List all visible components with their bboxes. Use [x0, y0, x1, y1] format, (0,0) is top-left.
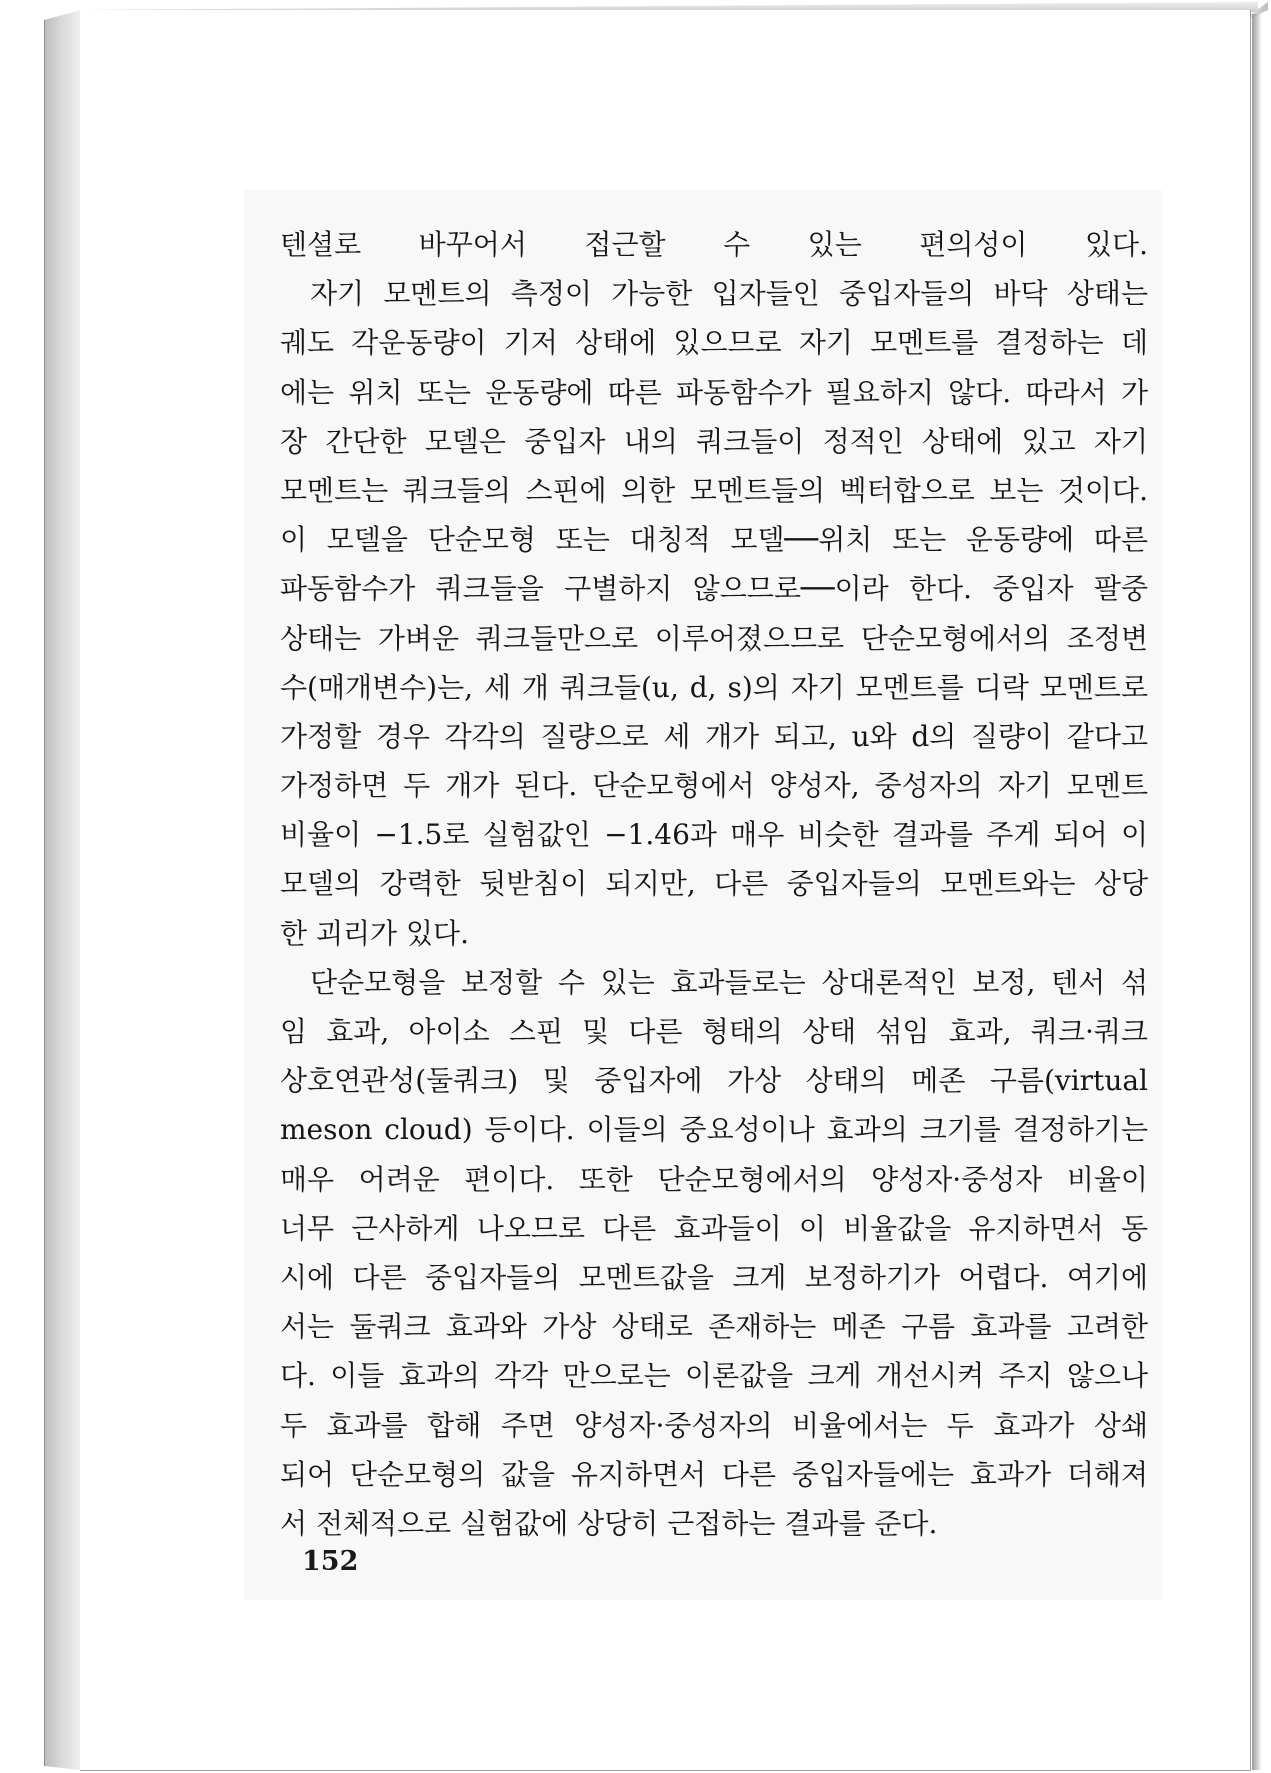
text-line: 단순모형을 보정할 수 있는 효과들로는 상대론적인 보정, 텐서 섞: [310, 965, 1148, 999]
text-line: 두 효과를 합해 주면 양성자·중성자의 비율에서는 두 효과가 상쇄: [280, 1408, 1148, 1442]
text-line: 에는 위치 또는 운동량에 따른 파동함수가 필요하지 않다. 따라서 가: [280, 375, 1148, 409]
text-line: 서는 둘쿼크 효과와 가상 상태로 존재하는 메존 구름 효과를 고려한: [280, 1310, 1148, 1344]
text-line: 매우 어려운 편이다. 또한 단순모형에서의 양성자·중성자 비율이: [280, 1162, 1148, 1196]
text-line: 텐셜로 바꾸어서 접근할 수 있는 편의성이 있다.: [280, 228, 1148, 261]
text-line: 수(매개변수)는, 세 개 쿼크들(u, d, s)의 자기 모멘트를 디락 모멘트로: [280, 670, 1148, 704]
body-text: [280, 220, 1148, 1548]
text-line: 되어 단순모형의 값을 유지하면서 다른 중입자들에는 효과가 더해져: [280, 1457, 1148, 1491]
text-line: 모멘트는 쿼크들의 스핀에 의한 모멘트들의 벡터합으로 보는 것이다.: [280, 473, 1148, 507]
text-line: 다. 이들 효과의 각각 만으로는 이론값을 크게 개선시켜 주지 않으나: [280, 1359, 1148, 1393]
text-line: 너무 근사하게 나오므로 다른 효과들이 이 비율값을 유지하면서 동: [280, 1211, 1148, 1245]
text-line: 가정하면 두 개가 된다. 단순모형에서 양성자, 중성자의 자기 모멘트: [280, 769, 1148, 803]
text-line: 상태는 가벼운 쿼크들만으로 이루어졌으므로 단순모형에서의 조정변: [280, 621, 1148, 655]
text-line: 상호연관성(둘쿼크) 및 중입자에 가상 상태의 메존 구름(virtual: [280, 1064, 1148, 1098]
text-line: 시에 다른 중입자들의 모멘트값을 크게 보정하기가 어렵다. 여기에: [280, 1260, 1148, 1294]
page-number: 152: [302, 1546, 359, 1577]
page-shadow: [1252, 14, 1262, 1770]
text-line: 장 간단한 모델은 중입자 내의 쿼크들이 정적인 상태에 있고 자기: [280, 424, 1148, 458]
text-line: 임 효과, 아이소 스핀 및 다른 형태의 상태 섞임 효과, 쿼크·쿼크: [280, 1015, 1148, 1048]
book-spine: [44, 10, 81, 1770]
text-line: 이 모델을 단순모형 또는 대칭적 모델──위치 또는 운동량에 따른: [280, 523, 1148, 557]
text-line: 서 전체적으로 실험값에 상당히 근접하는 결과를 준다.: [280, 1506, 938, 1540]
text-line: 파동함수가 쿼크들을 구별하지 않으므로──이라 한다. 중입자 팔중: [280, 572, 1148, 606]
text-line: 비율이 −1.5로 실험값인 −1.46과 매우 비슷한 결과를 주게 되어 이: [280, 818, 1148, 852]
text-line: 모델의 강력한 뒷받침이 되지만, 다른 중입자들의 모멘트와는 상당: [280, 867, 1148, 901]
text-line: 궤도 각운동량이 기저 상태에 있으므로 자기 모멘트를 결정하는 데: [280, 326, 1148, 360]
text-line: 가정할 경우 각각의 질량으로 세 개가 되고, u와 d의 질량이 같다고: [280, 719, 1148, 753]
text-line: 한 괴리가 있다.: [280, 916, 469, 950]
text-line: 자기 모멘트의 측정이 가능한 입자들인 중입자들의 바닥 상태는: [310, 277, 1148, 311]
text-line: meson cloud) 등이다. 이들의 중요성이나 효과의 크기를 결정하기는: [280, 1113, 1148, 1147]
